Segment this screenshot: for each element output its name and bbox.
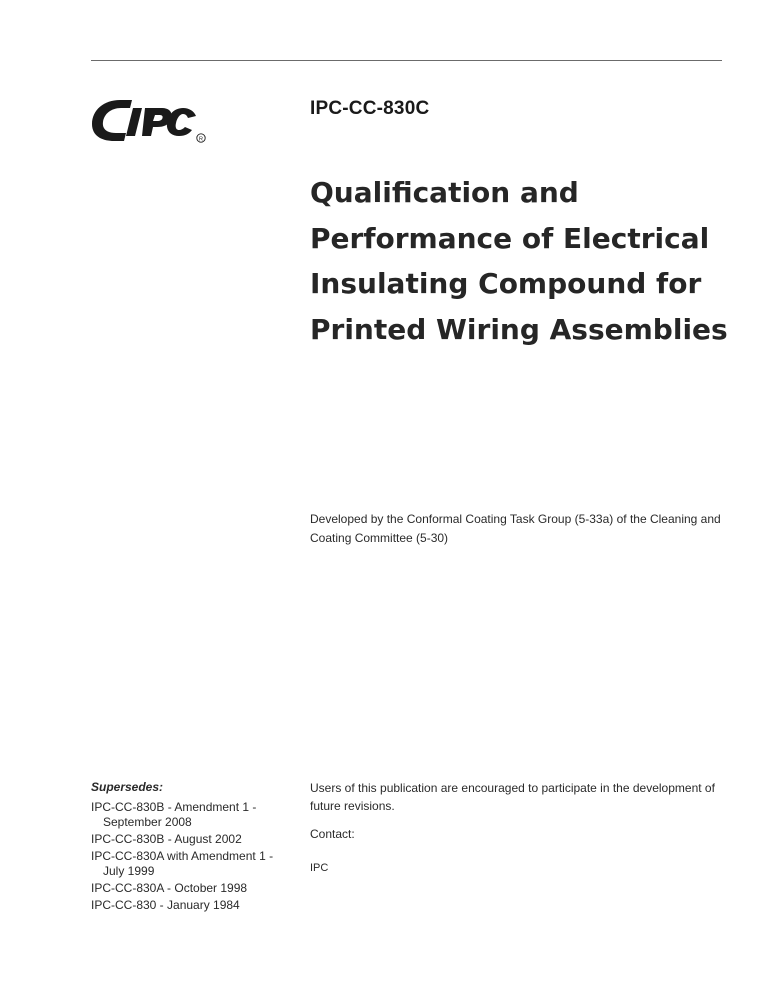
svg-text:R: R — [199, 136, 203, 143]
title-line: Insulating Compound for — [310, 267, 702, 300]
supersedes-item: IPC-CC-830A with Amendment 1 - July 1999 — [91, 849, 274, 878]
document-title — [310, 170, 730, 352]
contact-label: Contact: — [310, 827, 355, 841]
developed-by-statement: Developed by the Conformal Coating Task Group (5-33a) of the Cleaning and Coating Committee (5-30) — [310, 512, 721, 545]
supersedes-item: IPC-CC-830 - January 1984 — [91, 898, 240, 912]
supersedes-list — [91, 780, 291, 915]
document-number: IPC-CC-830C — [310, 98, 430, 119]
ipc-logo — [90, 96, 210, 144]
supersedes-heading: Supersedes: — [91, 780, 164, 794]
supersedes-item: IPC-CC-830B - Amendment 1 - September 2008 — [91, 800, 257, 829]
title-line: Qualification and — [310, 176, 579, 209]
title-line: Performance of Electrical — [310, 221, 710, 255]
supersedes-item: IPC-CC-830B - August 2002 — [91, 832, 242, 846]
contact-organization: IPC — [310, 862, 329, 874]
participation-note: Users of this publication are encouraged to participate in the development of future revisions. — [310, 781, 715, 813]
top-rule — [91, 60, 722, 61]
supersedes-item: IPC-CC-830A - October 1998 — [91, 881, 248, 895]
title-line: Printed Wiring Assemblies — [310, 312, 728, 346]
